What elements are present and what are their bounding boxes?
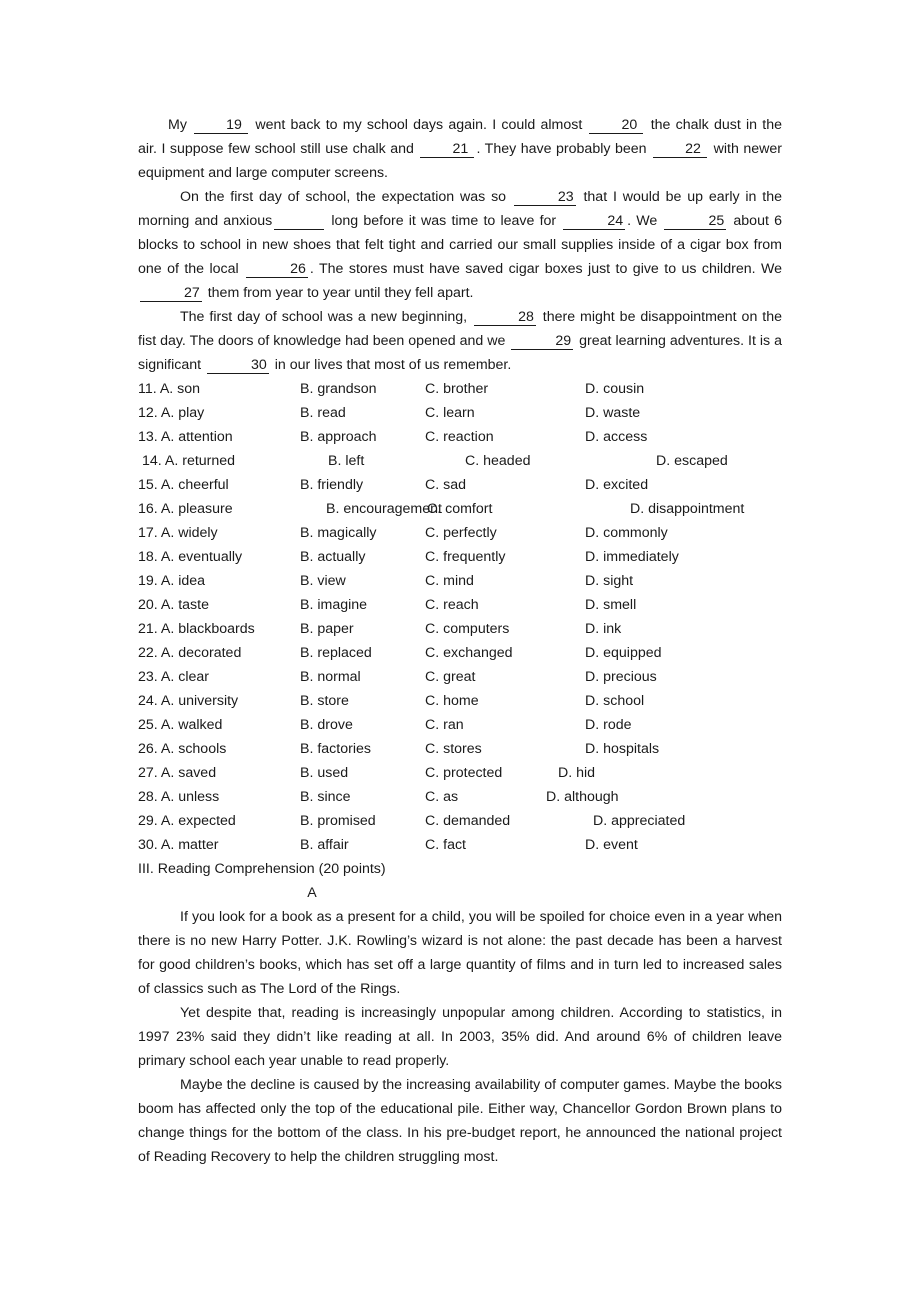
option-row (138, 521, 782, 545)
option-b[interactable]: B. used (300, 765, 349, 781)
option-d[interactable]: D. commonly (585, 525, 668, 541)
option-row (138, 689, 782, 713)
option-c[interactable]: C. headed (465, 453, 531, 469)
reading-paragraph: Maybe the decline is caused by the increasing availability of computer games. Maybe the books boom has affected only the top of the educational pile. Either way, Chancellor Gordon Brown plans to change things for the bottom of the class. In his pre-budget report, he announced the national project of Reading Recovery to help the children struggling most. (138, 1077, 782, 1165)
option-a[interactable]: 12. A. play (138, 405, 205, 421)
option-row (138, 569, 782, 593)
cloze-paragraph: On the first day of school, the expectation was so 23 that I would be up early in the morning and anxious long before it was time to leave for 24 . We 25 about 6 blocks to school in new shoes that felt tight and carried our small supplies inside of a cigar box from one of the local 26 . The stores must have saved cigar boxes just to give to us children. We 27 them from year to year until they fell apart. (138, 189, 782, 301)
option-row (138, 665, 782, 689)
option-c[interactable]: C. protected (425, 765, 503, 781)
option-c[interactable]: C. great (425, 669, 476, 685)
option-b[interactable]: B. affair (300, 837, 349, 853)
option-c[interactable]: C. reach (425, 597, 479, 613)
option-a[interactable]: 18. A. eventually (138, 549, 243, 565)
option-d[interactable]: D. cousin (585, 381, 645, 397)
option-row (138, 593, 782, 617)
option-d[interactable]: D. although (546, 789, 619, 805)
option-row (138, 377, 782, 401)
option-b[interactable]: B. store (300, 693, 349, 709)
answer-blank[interactable]: 29 (511, 333, 573, 350)
document-content (138, 113, 782, 1169)
option-a[interactable]: 21. A. blackboards (138, 621, 255, 637)
passage-label: A (307, 885, 317, 901)
option-row (138, 473, 782, 497)
option-b[interactable]: B. drove (300, 717, 353, 733)
option-d[interactable]: D. precious (585, 669, 657, 685)
option-b[interactable]: B. promised (300, 813, 376, 829)
option-row (138, 641, 782, 665)
option-c[interactable]: C. learn (425, 405, 475, 421)
option-c[interactable]: C. demanded (425, 813, 511, 829)
option-c[interactable]: C. reaction (425, 429, 494, 445)
option-d[interactable]: D. sight (585, 573, 634, 589)
option-d[interactable]: D. smell (585, 597, 637, 613)
option-d[interactable]: D. school (585, 693, 645, 709)
option-a[interactable]: 13. A. attention (138, 429, 233, 445)
option-d[interactable]: D. rode (585, 717, 632, 733)
option-c[interactable]: C. perfectly (425, 525, 497, 541)
option-a[interactable]: 16. A. pleasure (138, 501, 233, 517)
reading-passage (138, 905, 782, 1169)
answer-blank[interactable]: 28 (474, 309, 536, 326)
reading-paragraph: Yet despite that, reading is increasingly unpopular among children. According to statistics, in 1997 23% said they didn’t like reading at all. In 2003, 35% did. And around 6% of children leave primary school each year unable to read properly. (138, 1005, 782, 1069)
answer-blank[interactable]: 20 (589, 117, 643, 134)
option-a[interactable]: 27. A. saved (138, 765, 217, 781)
reading-paragraph: If you look for a book as a present for a child, you will be spoiled for choice even in a year when there is no new Harry Potter. J.K. Rowling’s wizard is not alone: the past decade has been a harvest for good children’s books, which has set off a large quantity of films and in turn led to increased sales of classics such as The Lord of the Rings. (138, 909, 782, 997)
option-c[interactable]: C. ran (425, 717, 464, 733)
option-d[interactable]: D. immediately (585, 549, 679, 565)
option-c[interactable]: C. comfort (427, 501, 493, 517)
option-a[interactable]: 29. A. expected (138, 813, 236, 829)
option-a[interactable]: 17. A. widely (138, 525, 218, 541)
option-d[interactable]: D. hospitals (585, 741, 660, 757)
answer-blank[interactable]: 23 (514, 189, 576, 206)
option-b[interactable]: B. encouragement (326, 501, 442, 517)
option-c[interactable]: C. home (425, 693, 479, 709)
option-a[interactable]: 30. A. matter (138, 837, 219, 853)
answer-blank[interactable]: 27 (140, 285, 202, 302)
option-row (138, 737, 782, 761)
option-a[interactable]: 25. A. walked (138, 717, 223, 733)
option-d[interactable]: D. event (585, 837, 638, 853)
option-row (138, 809, 782, 833)
option-a[interactable]: 15. A. cheerful (138, 477, 229, 493)
option-c[interactable]: C. brother (425, 381, 489, 397)
option-row (138, 833, 782, 857)
option-a[interactable]: 19. A. idea (138, 573, 206, 589)
option-a[interactable]: 14. A. returned (142, 453, 236, 469)
option-c[interactable]: C. fact (425, 837, 466, 853)
option-d[interactable]: D. escaped (656, 453, 728, 469)
cloze-passage (138, 113, 782, 377)
option-b[interactable]: B. imagine (300, 597, 368, 613)
option-b[interactable]: B. since (300, 789, 351, 805)
option-b[interactable]: B. approach (300, 429, 377, 445)
option-row (138, 545, 782, 569)
answer-blank[interactable]: 19 (194, 117, 248, 134)
option-b[interactable]: B. friendly (300, 477, 364, 493)
answer-blank[interactable]: 30 (207, 357, 269, 374)
option-c[interactable]: C. computers (425, 621, 510, 637)
option-b[interactable]: B. actually (300, 549, 366, 565)
option-c[interactable]: C. frequently (425, 549, 506, 565)
option-d[interactable]: D. equipped (585, 645, 662, 661)
option-d[interactable]: D. disappointment (630, 501, 745, 517)
answer-blank[interactable]: 26 (246, 261, 308, 278)
option-c[interactable]: C. mind (425, 573, 474, 589)
option-row (138, 425, 782, 449)
option-d[interactable]: D. appreciated (593, 813, 686, 829)
option-c[interactable]: C. as (425, 789, 459, 805)
option-b[interactable]: B. read (300, 405, 346, 421)
answer-blank[interactable]: 22 (653, 141, 707, 158)
cloze-paragraph: The first day of school was a new beginning, 28 there might be disappointment on the fist day. The doors of knowledge had been opened and we 29 great learning adventures. It is a significant 30 in our lives that most of us remember. (138, 309, 782, 373)
option-row (138, 497, 782, 521)
option-d[interactable]: D. waste (585, 405, 641, 421)
option-row (138, 401, 782, 425)
option-row (138, 785, 782, 809)
option-b[interactable]: B. normal (300, 669, 361, 685)
option-row (138, 713, 782, 737)
answer-blank[interactable]: 21 (420, 141, 474, 158)
option-b[interactable]: B. grandson (300, 381, 377, 397)
multiple-choice-options (138, 377, 782, 857)
answer-blank[interactable] (274, 213, 324, 230)
option-a[interactable]: 24. A. university (138, 693, 239, 709)
option-b[interactable]: B. replaced (300, 645, 372, 661)
reading-section-heading: III. Reading Comprehension (20 points) (138, 861, 386, 877)
option-a[interactable]: 22. A. decorated (138, 645, 242, 661)
option-row (138, 449, 782, 473)
option-d[interactable]: D. ink (585, 621, 622, 637)
option-row (138, 617, 782, 641)
option-c[interactable]: C. exchanged (425, 645, 513, 661)
option-b[interactable]: B. paper (300, 621, 354, 637)
answer-blank[interactable]: 24 (563, 213, 625, 230)
option-b[interactable]: B. left (328, 453, 365, 469)
option-a[interactable]: 20. A. taste (138, 597, 209, 613)
option-b[interactable]: B. factories (300, 741, 371, 757)
option-a[interactable]: 23. A. clear (138, 669, 209, 685)
option-a[interactable]: 11. A. son (138, 381, 201, 397)
answer-blank[interactable]: 25 (664, 213, 726, 230)
option-row (138, 761, 782, 785)
option-d[interactable]: D. hid (558, 765, 596, 781)
option-d[interactable]: D. access (585, 429, 648, 445)
option-b[interactable]: B. magically (300, 525, 377, 541)
option-d[interactable]: D. excited (585, 477, 649, 493)
option-c[interactable]: C. stores (425, 741, 482, 757)
cloze-paragraph: My 19 went back to my school days again. I could almost 20 the chalk dust in the air. I suppose few school still use chalk and 21 . They have probably been 22 with newer equipment and large computer screens. (138, 117, 782, 181)
option-c[interactable]: C. sad (425, 477, 467, 493)
option-a[interactable]: 28. A. unless (138, 789, 220, 805)
option-a[interactable]: 26. A. schools (138, 741, 227, 757)
option-b[interactable]: B. view (300, 573, 346, 589)
